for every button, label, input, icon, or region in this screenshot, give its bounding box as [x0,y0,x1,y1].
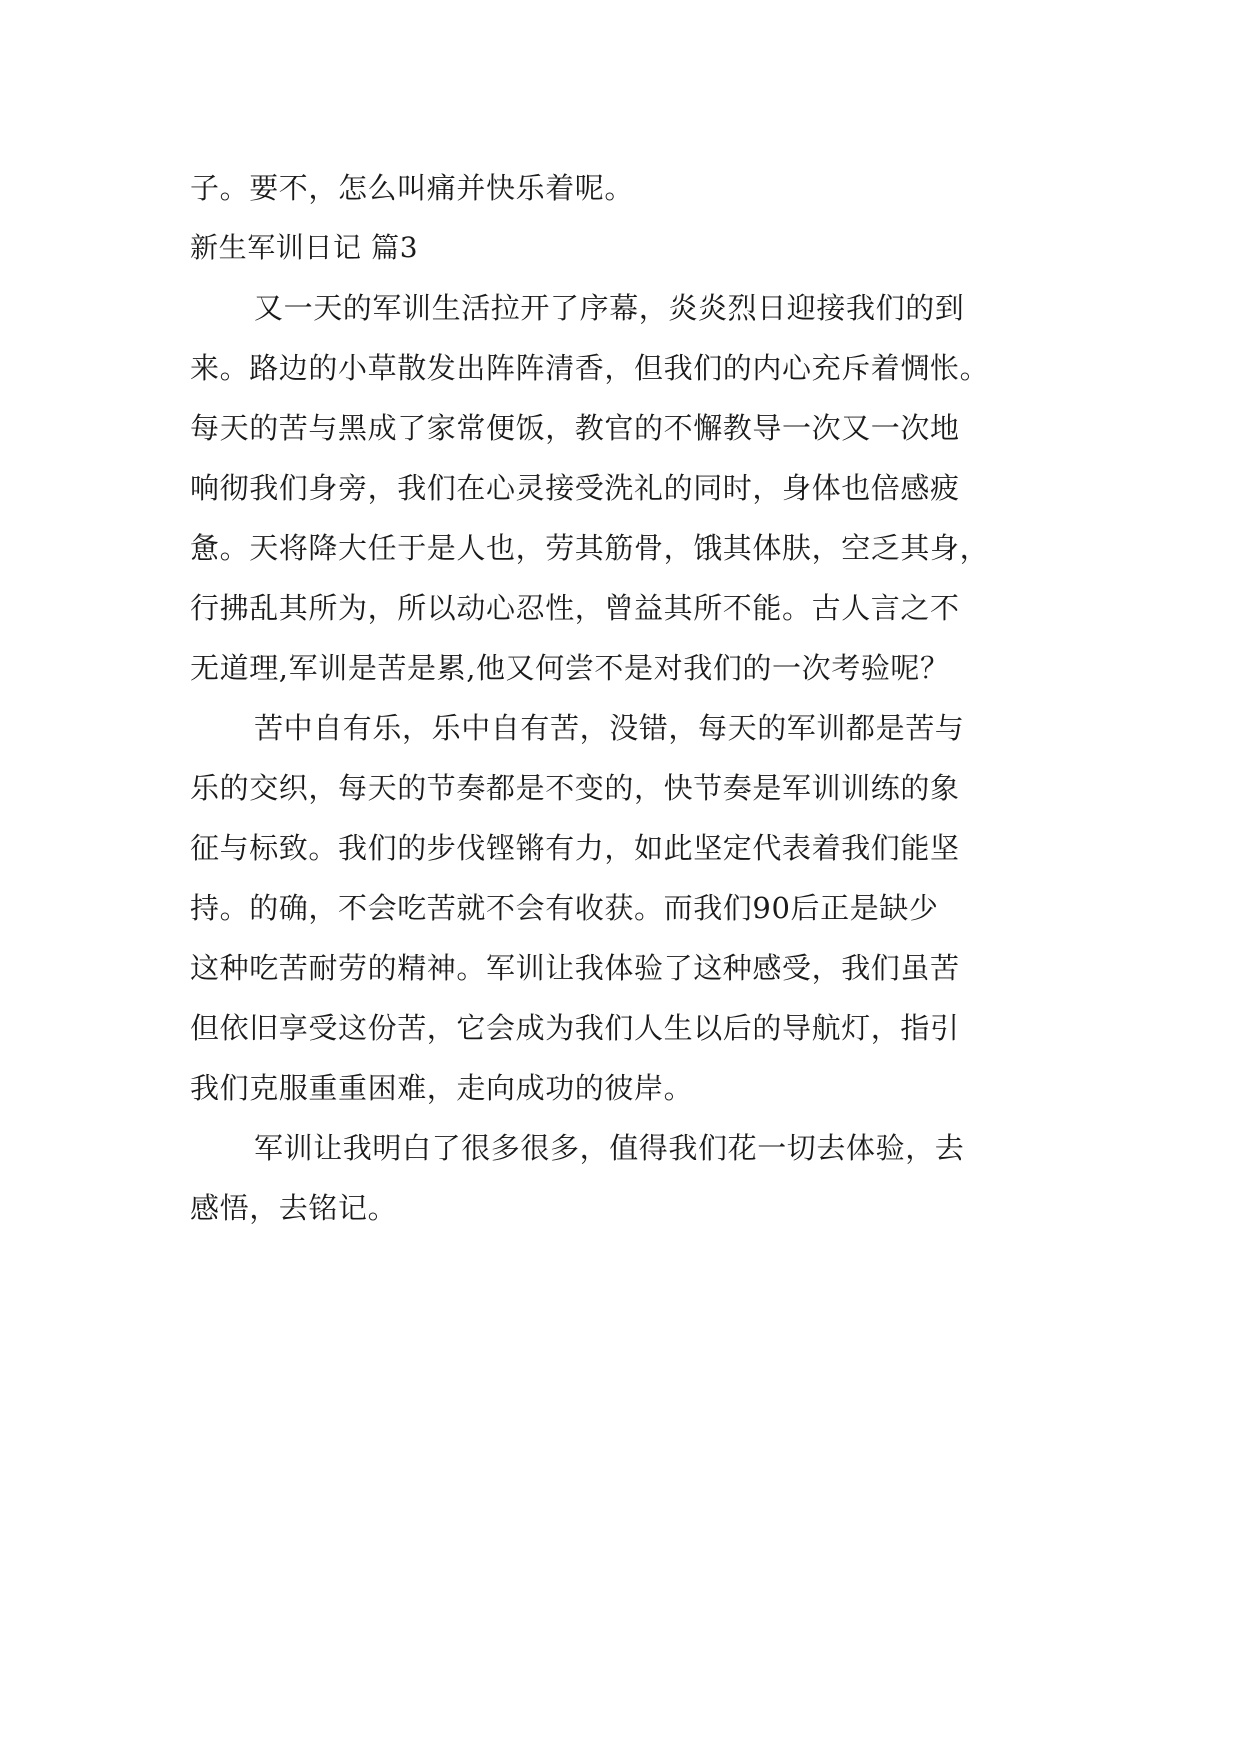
paragraph-line: 征与标致。我们的步伐铿锵有力，如此坚定代表着我们能坚 [190,831,960,865]
document-body [190,158,1050,1238]
paragraph-1 [190,278,1050,698]
paragraph-3 [190,1118,1050,1238]
paragraph-line: 响彻我们身旁，我们在心灵接受洗礼的同时，身体也倍感疲 [190,471,960,505]
paragraph-line: 感悟，去铭记。 [190,1191,398,1225]
paragraph-line: 来。路边的小草散发出阵阵清香，但我们的内心充斥着惆怅。 [190,351,990,385]
continuation-line: 子。要不，怎么叫痛并快乐着呢。 [190,171,635,205]
paragraph-line: 这种吃苦耐劳的精神。军训让我体验了这种感受，我们虽苦 [190,951,960,985]
paragraph-line: 军训让我明白了很多很多，值得我们花一切去体验，去 [254,1131,965,1165]
paragraph-line: 我们克服重重困难，走向成功的彼岸。 [190,1071,694,1105]
paragraph-line: 苦中自有乐，乐中自有苦，没错，每天的军训都是苦与 [254,711,965,745]
paragraph-2 [190,698,1050,1118]
paragraph-line: 又一天的军训生活拉开了序幕，炎炎烈日迎接我们的到 [254,291,965,325]
paragraph-line: 惫。天将降大任于是人也，劳其筋骨，饿其体肤，空乏其身， [190,531,990,565]
paragraph-line: 但依旧享受这份苦，它会成为我们人生以后的导航灯，指引 [190,1011,960,1045]
paragraph-line: 行拂乱其所为，所以动心忍性，曾益其所不能。古人言之不 [190,591,960,625]
paragraph-line: 持。的确，不会吃苦就不会有收获。而我们90后正是缺少 [190,891,939,925]
paragraph-line: 乐的交织，每天的节奏都是不变的，快节奏是军训训练的象 [190,771,960,805]
paragraph-line: 每天的苦与黑成了家常便饭，教官的不懈教导一次又一次地 [190,411,960,445]
section-title: 新生军训日记 篇3 [190,231,419,264]
paragraph-line: 无道理,军训是苦是累,他又何尝不是对我们的一次考验呢？ [190,651,950,685]
